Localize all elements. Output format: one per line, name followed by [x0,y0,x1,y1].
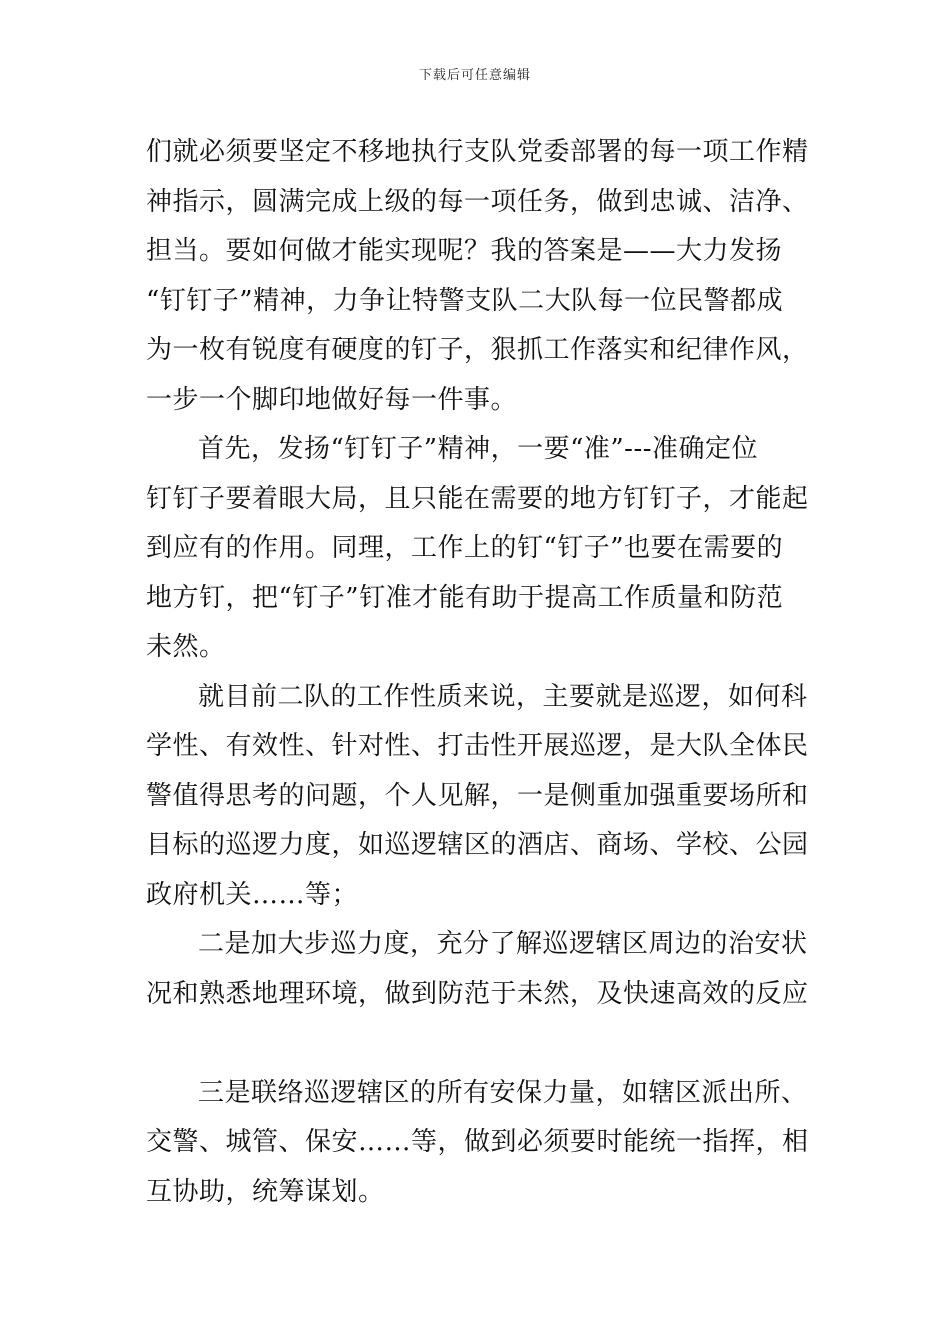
text-line: 钉钉子要着眼大局，且只能在需要的地方钉钉子，才能起 [146,483,809,514]
text-line: 们就必须要坚定不移地执行支队党委部署的每一项工作精 [146,137,809,167]
text-line: 为一枚有锐度有硬度的钉子，狠抓工作落实和纪律作风， [146,335,809,365]
text-line: 三是联络巡逻辖区的所有安保力量，如辖区派出所、 [198,1077,808,1108]
paragraph-gap [146,1019,810,1069]
text-line: 到应有的作用。同理，工作上的钉“钉子”也要在需要的 [146,533,784,563]
text-line: 目标的巡逻力度，如巡逻辖区的酒店、商场、学校、公园 [146,830,809,860]
paragraph [146,673,810,921]
text-line: 互协助，统筹谋划。 [146,1176,385,1207]
text-line: “钉钉子”精神，力争让特警支队二大队每一位民警都成 [146,285,784,316]
document-body [146,128,810,1217]
page-header: 下载后可任意编辑 [418,68,531,83]
text-line: 警值得思考的问题，个人见解，一是侧重加强重要场所和 [146,780,809,811]
text-line: 政府机关……等； [146,879,359,910]
text-line: 学性、有效性、针对性、打击性开展巡逻，是大队全体民 [146,731,809,761]
text-line: 首先，发扬“钉钉子”精神，一要“准”---准确定位 [198,434,759,464]
text-line: 就目前二队的工作性质来说，主要就是巡逻，如何科 [198,681,808,712]
paragraph [146,920,810,1019]
text-line: 交警、城管、保安……等，做到必须要时能统一指挥，相 [146,1127,809,1157]
text-line: 未然。 [146,632,226,662]
paragraph [146,128,810,425]
text-line: 担当。要如何做才能实现呢？我的答案是——大力发扬 [146,236,783,266]
text-line: 二是加大步巡力度，充分了解巡逻辖区周边的治安状 [198,929,808,959]
text-line: 地方钉，把“钉子”钉准才能有助于提高工作质量和防范 [146,582,784,613]
text-line: 一步一个脚印地做好每一件事。 [146,384,518,415]
paragraph [146,1069,810,1218]
text-line: 神指示，圆满完成上级的每一项任务，做到忠诚、洁净、 [146,186,809,217]
paragraph [146,425,810,673]
text-line: 况和熟悉地理环境，做到防范于未然，及快速高效的反应 [146,978,809,1009]
